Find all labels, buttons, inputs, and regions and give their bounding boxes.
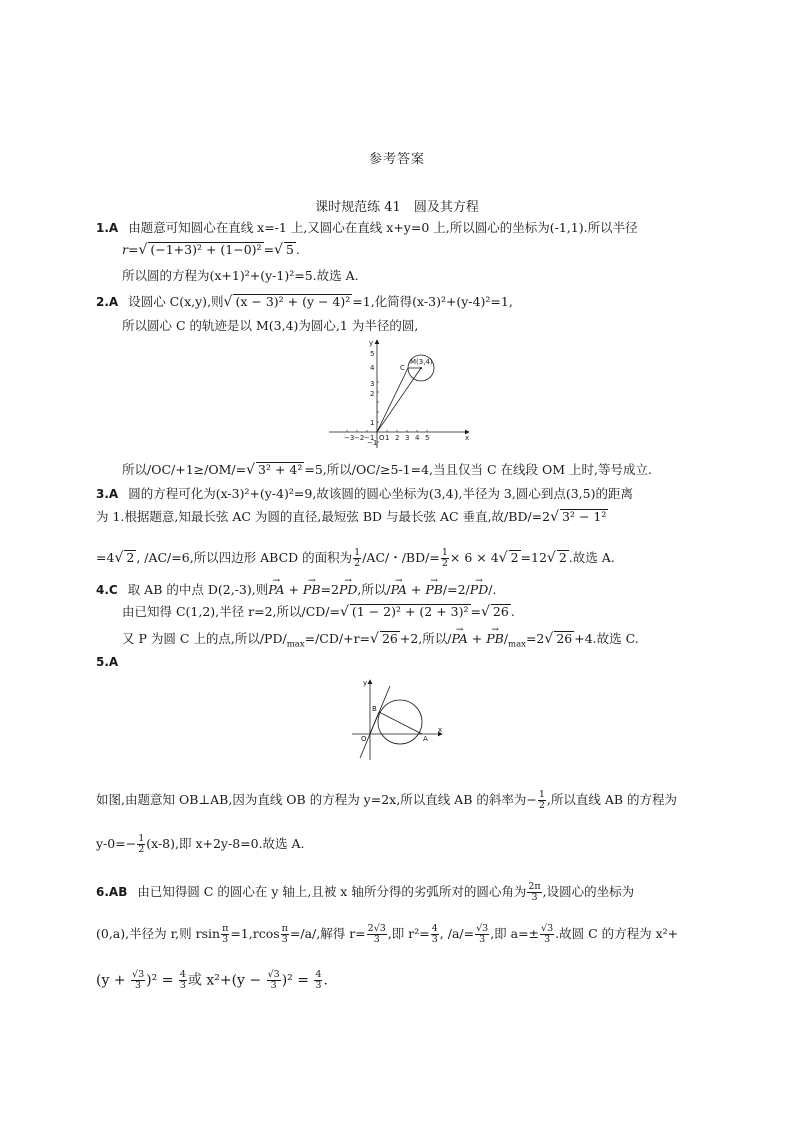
q4-text-3f: +4.故选 C. — [574, 631, 639, 646]
fig1-ytick-3: 2 — [370, 390, 375, 398]
q4-vector-pb: → PB — [303, 582, 321, 598]
q2-text-3b: =5,所以/OC/≥5-1=4,当且仅当 C 在线段 OM 上时,等号成立. — [304, 462, 652, 477]
q4-text-1d: /=2/ — [442, 582, 470, 597]
q4-max-sub: max — [286, 639, 305, 650]
fig2-axis-y: y — [363, 679, 368, 687]
q3-fraction-half-2: $\frac{1}{2}$ — [441, 547, 448, 569]
q6-text-1a: 由已知得圆 C 的圆心在 y 轴上,且被 x 轴所分得的劣弧所对的圆心角为 — [137, 884, 527, 899]
q2-radical-2: 3² + 4² — [258, 462, 303, 477]
figure-circle-oab — [350, 676, 446, 764]
q4-max-sub-2: max — [508, 639, 526, 650]
q5-text-2b: (x-8),即 x+2y-8=0.故选 A. — [146, 836, 305, 851]
fig1-xtick-3: 1 — [385, 434, 390, 442]
q4-radical-3: 26 — [381, 631, 398, 646]
q6-fraction-4-3-c: $\frac{4}{3}$ — [315, 969, 322, 991]
q2-text-1a: 设圆心 C(x,y),则 — [128, 294, 224, 309]
q3-radical-2: 2 — [126, 550, 135, 565]
q1-line-1 — [96, 220, 638, 236]
q3-radical-4: 2 — [558, 550, 567, 565]
q3-text-2a: 为 1.根据题意,知最长弦 AC 为圆的直径,最短弦 BD 与最长弦 AC 垂直,故/BD/=2 — [96, 509, 551, 524]
q2-line-3: 所以/OC/+1≥/OM/=√ 3² + 4² =5,所以/OC/≥5-1=4,当且仅当 C 在线段 OM 上时,等号成立. — [122, 462, 652, 478]
q4-vector-pb-3: → PB — [486, 631, 504, 647]
page-title: 参考答案 — [368, 152, 425, 167]
q5-fraction-half: $\frac{1}{2}$ — [538, 789, 545, 811]
q6-text-3e: . — [323, 972, 328, 989]
fig1-axis-x: x — [465, 434, 470, 442]
q6-fraction-r3-3-d: $\frac{√3}{3}$ — [267, 969, 280, 991]
q4-text-3a: 又 P 为圆 C 上的点,所以/PD/ — [122, 631, 287, 646]
q6-number: 6.AB — [96, 885, 128, 899]
q6-fraction-2pi3: $\frac{2\pi}{3}$ — [528, 881, 541, 903]
q5-text-1b: ,所以直线 AB 的方程为 — [546, 792, 678, 807]
q4-radical: (1 − 2)² + (2 + 3)² — [351, 604, 469, 619]
fig1-xtick-2: −1 — [364, 434, 375, 442]
q5-text-2a: y-0=− — [96, 836, 137, 851]
q1-r-eq: r= — [122, 242, 139, 257]
q4-vector-pd-2: → PD — [470, 582, 488, 598]
q6-text-2g: .故圆 C 的方程为 x²+ — [555, 926, 679, 941]
q4-text-2a: 由已知得 C(1,2),半径 r=2,所以/CD/= — [122, 604, 340, 619]
q3-text-3a: =4 — [96, 550, 115, 565]
fig1-xtick-4: 2 — [395, 434, 400, 442]
q6-fraction-2r3: $\frac{2√3}{3}$ — [367, 923, 386, 945]
q6-fraction-r3-3-b: $\frac{√3}{3}$ — [541, 923, 554, 945]
fig2-segment-ab — [379, 712, 422, 734]
q4-vector-pa-3: → PA — [451, 631, 467, 647]
q1-end: . — [295, 242, 300, 257]
q5-line-2 — [96, 834, 305, 855]
q6-text-2a: (0,a),半径为 r,则 rsin — [96, 926, 221, 941]
q4-text-1c: ,所以/ — [357, 582, 391, 597]
q6-fraction-4-3-b: $\frac{4}{3}$ — [179, 969, 186, 991]
fig1-segment-om — [377, 368, 421, 432]
q4-radical-4: 26 — [556, 631, 573, 646]
fig2-axis-x: x — [438, 726, 443, 734]
fig2-circle — [378, 700, 422, 744]
q4-text-3b: =/CD/+r= — [304, 631, 371, 646]
q6-line-2 — [96, 924, 678, 945]
q1-line-2: r=√ (−1+3)² + (1−0)² =√ 5 . — [122, 242, 300, 258]
fig1-center-point — [420, 367, 422, 369]
q6-fraction-r3-3-c: $\frac{√3}{3}$ — [132, 969, 145, 991]
q6-fraction-4-3: $\frac{4}{3}$ — [431, 923, 438, 945]
q3-radical: 3² − 1² — [562, 509, 607, 524]
q3-text-3d: × 6 × 4 — [449, 550, 499, 565]
q5-line-0 — [96, 654, 124, 670]
q2-line-2: 所以圆心 C 的轨迹是以 M(3,4)为圆心,1 为半径的圆, — [122, 318, 419, 333]
q6-text-2d: ,即 r²= — [387, 926, 430, 941]
q4-line-1: 4.C 取 AB 的中点 D(2,-3),则→ PA + → PB=2→ PD,所以/→ PA + → PB/=2/→ PD/. — [96, 582, 496, 598]
fig1-xtick-1: −2 — [354, 434, 365, 442]
fig1-ytick-2: 3 — [370, 380, 375, 388]
q4-text-1a: 取 AB 的中点 D(2,-3),则 — [127, 582, 269, 597]
q4-radical-2: 26 — [492, 604, 509, 619]
q1-radical-2: 5 — [285, 242, 294, 257]
fig1-ytick-0: 5 — [370, 350, 375, 358]
section-subtitle: 课时规范练 41 圆及其方程 — [315, 200, 479, 215]
q3-line-3: =4√ 2 , /AC/=6,所以四边形 ABCD 的面积为 $\frac{1}{2}$ /AC/・/BD/= $\frac{1}{2}$ × 6 × 4√ 2 =12√ 2 .故选 A. — [96, 547, 615, 569]
fig1-ytick-4: 1 — [370, 419, 375, 427]
q6-text-3c: 或 x²+(y − — [187, 972, 266, 989]
q6-text-2c: =/a/,解得 r= — [289, 926, 366, 941]
q4-text-1b: =2 — [320, 582, 339, 597]
q4-line-3: 又 P 为圆 C 上的点,所以$/PD/_{max}=/CD/+r=√$ 26 +2,所以/→ PA + → $PB/_{max}=2√$ 26 +4.故选 C. — [122, 631, 639, 653]
q1-text-1: 由题意可知圆心在直线 x=-1 上,又圆心在直线 x+y=0 上,所以圆心的坐标为(-1,1).所以半径 — [128, 220, 638, 235]
q3-radical-3: 2 — [510, 550, 519, 565]
q3-fraction-half: $\frac{1}{2}$ — [354, 547, 361, 569]
fig1-xtick-7: 5 — [425, 434, 430, 442]
q2-text-1b: =1,化简得(x-3)²+(y-4)²=1, — [352, 294, 513, 309]
q1-number: 1.A — [96, 221, 119, 235]
q4-vector-pa-2: → PA — [391, 582, 407, 598]
q4-text-3e: =2 — [525, 631, 545, 646]
q5-fraction-half-2: $\frac{1}{2}$ — [138, 833, 145, 855]
q4-text-2c: . — [510, 604, 515, 619]
q6-text-2b: =1,rcos — [230, 926, 280, 941]
q2-radical: (x − 3)² + (y − 4)² — [235, 294, 351, 309]
fig1-label-c: C — [400, 364, 405, 372]
q4-text-1e: /. — [488, 582, 497, 597]
q1-radical: (−1+3)² + (1−0)² — [150, 242, 262, 257]
fig2-label-a: A — [423, 735, 428, 743]
q1-line-3: 所以圆的方程为(x+1)²+(y-1)²=5.故选 A. — [122, 268, 359, 283]
q6-text-3a: (y + — [96, 972, 131, 989]
q4-vector-pa: → PA — [268, 582, 284, 598]
figure-circle-m34 — [325, 336, 475, 452]
q4-text-2b: = — [470, 604, 481, 619]
fig1-xtick-6: 4 — [415, 434, 420, 442]
q3-text-3f: .故选 A. — [568, 550, 615, 565]
fig2-origin: O — [361, 735, 367, 743]
q6-fraction-pi3: $\frac{\pi}{3}$ — [222, 923, 229, 945]
q3-number: 3.A — [96, 487, 119, 501]
q6-text-3d: )² = — [281, 972, 314, 989]
q6-text-3b: )² = — [146, 972, 178, 989]
fig1-ytick-1: 4 — [370, 364, 375, 372]
q3-text-3e: =12 — [520, 550, 547, 565]
q3-line-1 — [96, 486, 633, 502]
q4-text-3d: / — [503, 631, 509, 646]
q2-number: 2.A — [96, 295, 119, 309]
fig1-xtick-5: 3 — [405, 434, 410, 442]
q6-line-1 — [96, 882, 634, 903]
q2-text-3a: 所以/OC/+1≥/OM/= — [122, 462, 247, 477]
q6-text-1b: ,设圆心的坐标为 — [542, 884, 635, 899]
q6-text-2e: , /a/= — [439, 926, 475, 941]
q3-text-1: 圆的方程可化为(x-3)²+(y-4)²=9,故该圆的圆心坐标为(3,4),半径为 3,圆心到点(3,5)的距离 — [128, 486, 633, 501]
fig1-origin: O — [379, 434, 385, 442]
fig1-ytick-5: −1 — [367, 439, 378, 447]
q5-number: 5.A — [96, 655, 119, 669]
q4-text-3c: +2,所以/ — [399, 631, 452, 646]
q2-line-1: 2.A 设圆心 C(x,y),则√ (x − 3)² + (y − 4)² =1,化简得(x-3)²+(y-4)²=1, — [96, 294, 513, 310]
q3-text-3c: /AC/・/BD/= — [362, 550, 440, 565]
fig2-label-b: B — [372, 705, 377, 713]
fig1-label-m: M(3,4) — [410, 358, 433, 366]
fig1-xtick-0: −3 — [344, 434, 355, 442]
q3-line-2: 为 1.根据题意,知最长弦 AC 为圆的直径,最短弦 BD 与最长弦 AC 垂直,故/BD/=2√ 3² − 1² — [96, 509, 607, 525]
q4-vector-pd: → PD — [339, 582, 357, 598]
q6-fraction-pi3-2: $\frac{\pi}{3}$ — [281, 923, 288, 945]
q6-fraction-r3-3: $\frac{√3}{3}$ — [476, 923, 489, 945]
q5-text-1a: 如图,由题意知 OB⊥AB,因为直线 OB 的方程为 y=2x,所以直线 AB 的斜率为− — [96, 792, 537, 807]
q1-eq: = — [263, 242, 275, 257]
fig1-axis-y: y — [369, 339, 374, 347]
q3-text-3b: , /AC/=6,所以四边形 ABCD 的面积为 — [136, 550, 353, 565]
fig1-segment-oc — [377, 368, 408, 432]
q5-line-1 — [96, 790, 677, 811]
q6-text-2f: ,即 a=± — [490, 926, 540, 941]
q4-line-2: 由已知得 C(1,2),半径 r=2,所以/CD/=√ (1 − 2)² + (2 + 3)² =√ 26 . — [122, 604, 515, 620]
q4-vector-pb-2: → PB — [425, 582, 443, 598]
q4-number: 4.C — [96, 583, 118, 597]
q6-line-3 — [96, 970, 328, 991]
